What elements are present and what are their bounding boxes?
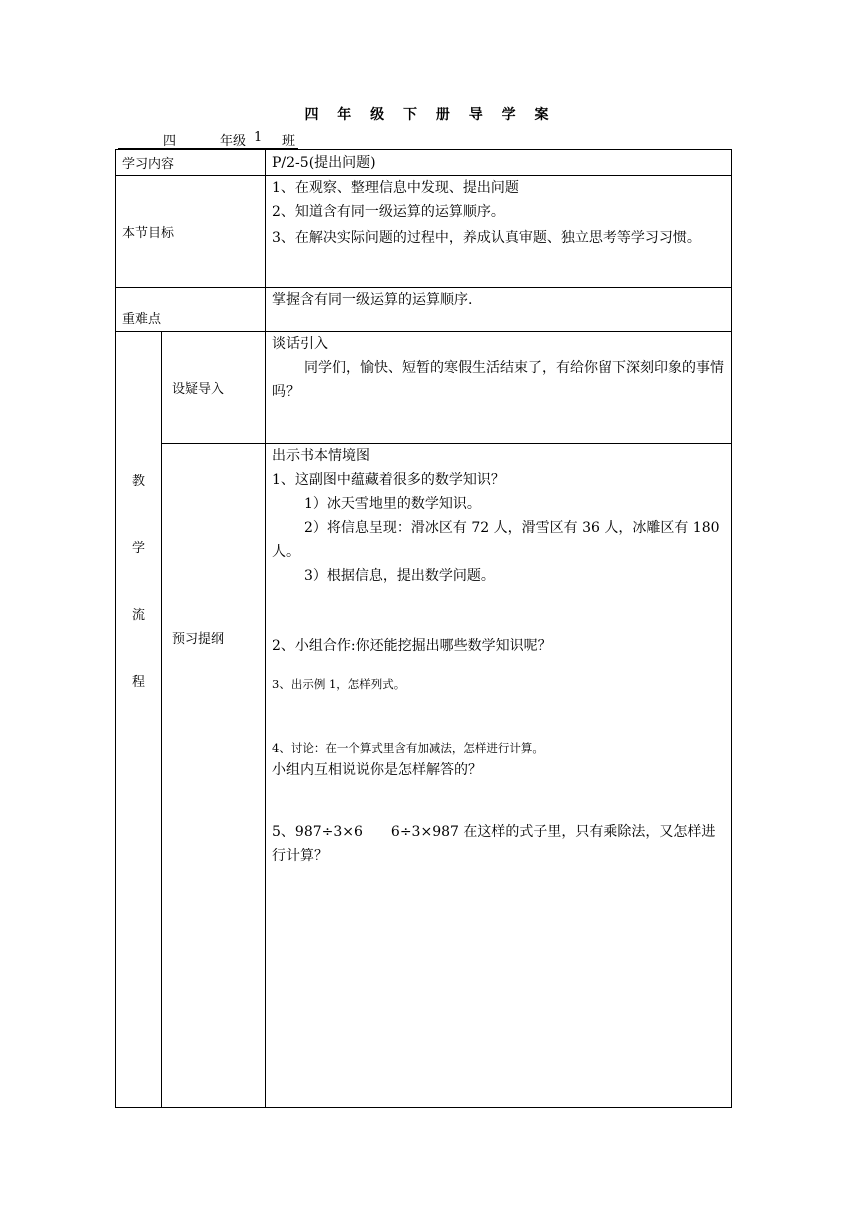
question-1-sub-1: 1）冰天雪地里的数学知识。 [304,496,481,513]
goal-item-1: 1、在观察、整理信息中发现、提出问题 [272,180,519,196]
class-number: 1 [254,130,263,145]
intro-heading: 谈话引入 [272,336,329,352]
row-content [116,150,732,176]
goals-cell [266,176,732,288]
outline-heading: 出示书本情境图 [272,448,371,465]
grade-label: 年级 [220,134,247,149]
process-label-cell [116,332,162,1108]
question-1-sub-2: 2）将信息呈现：滑冰区有 72 人，滑雪区有 36 人，冰雕区有 180 人。 [272,520,720,561]
question-5: 5、987÷3×6 6÷3×987 在这样的式子里，只有乘除法，又怎样进行计算？ [272,824,716,865]
row-goals [116,176,732,288]
difficulty-label: 重难点 [116,288,266,332]
process-char-4: 程 [131,675,145,690]
outline-label: 预习提纲 [162,444,266,1108]
page-title: 四 年 级 下 册 导 学 案 [304,107,556,123]
question-1-sub-3: 3）根据信息，提出数学问题。 [304,568,495,585]
lesson-plan-table [115,149,732,1108]
row-outline [116,444,732,1108]
question-3: 3、出示例 1，怎样列式。 [272,677,406,692]
process-char-3: 流 [131,608,145,623]
goal-item-2: 2、知道含有同一级运算的运算顺序。 [272,204,505,220]
grade-value: 四 [163,134,177,149]
intro-label: 设疑导入 [162,332,266,444]
row-difficulty [116,288,732,332]
process-char-2: 学 [131,541,145,556]
row-intro [116,332,732,444]
question-2: 2、小组合作:你还能挖掘出哪些数学知识呢？ [272,638,552,655]
question-4: 4、讨论：在一个算式里含有加减法，怎样进行计算。 [272,741,544,756]
intro-cell [266,332,732,444]
intro-text: 同学们，愉快、短暂的寒假生活结束了，有给你留下深刻印象的事情吗？ [272,360,725,400]
goal-item-3: 3、在解决实际问题的过程中，养成认真审题、独立思考等学习习惯。 [272,230,701,246]
goals-label: 本节目标 [116,176,266,288]
question-1: 1、这副图中蕴藏着很多的数学知识？ [272,472,505,489]
process-char-1: 教 [131,474,145,489]
class-info [118,130,298,149]
question-4-follow: 小组内互相说说你是怎样解答的？ [272,762,483,779]
content-value: P/2-5(提出问题) [266,150,732,176]
class-label: 班 [282,134,296,149]
content-label: 学习内容 [116,150,266,176]
outline-cell [266,444,732,1108]
difficulty-value: 掌握含有同一级运算的运算顺序. [266,288,732,332]
